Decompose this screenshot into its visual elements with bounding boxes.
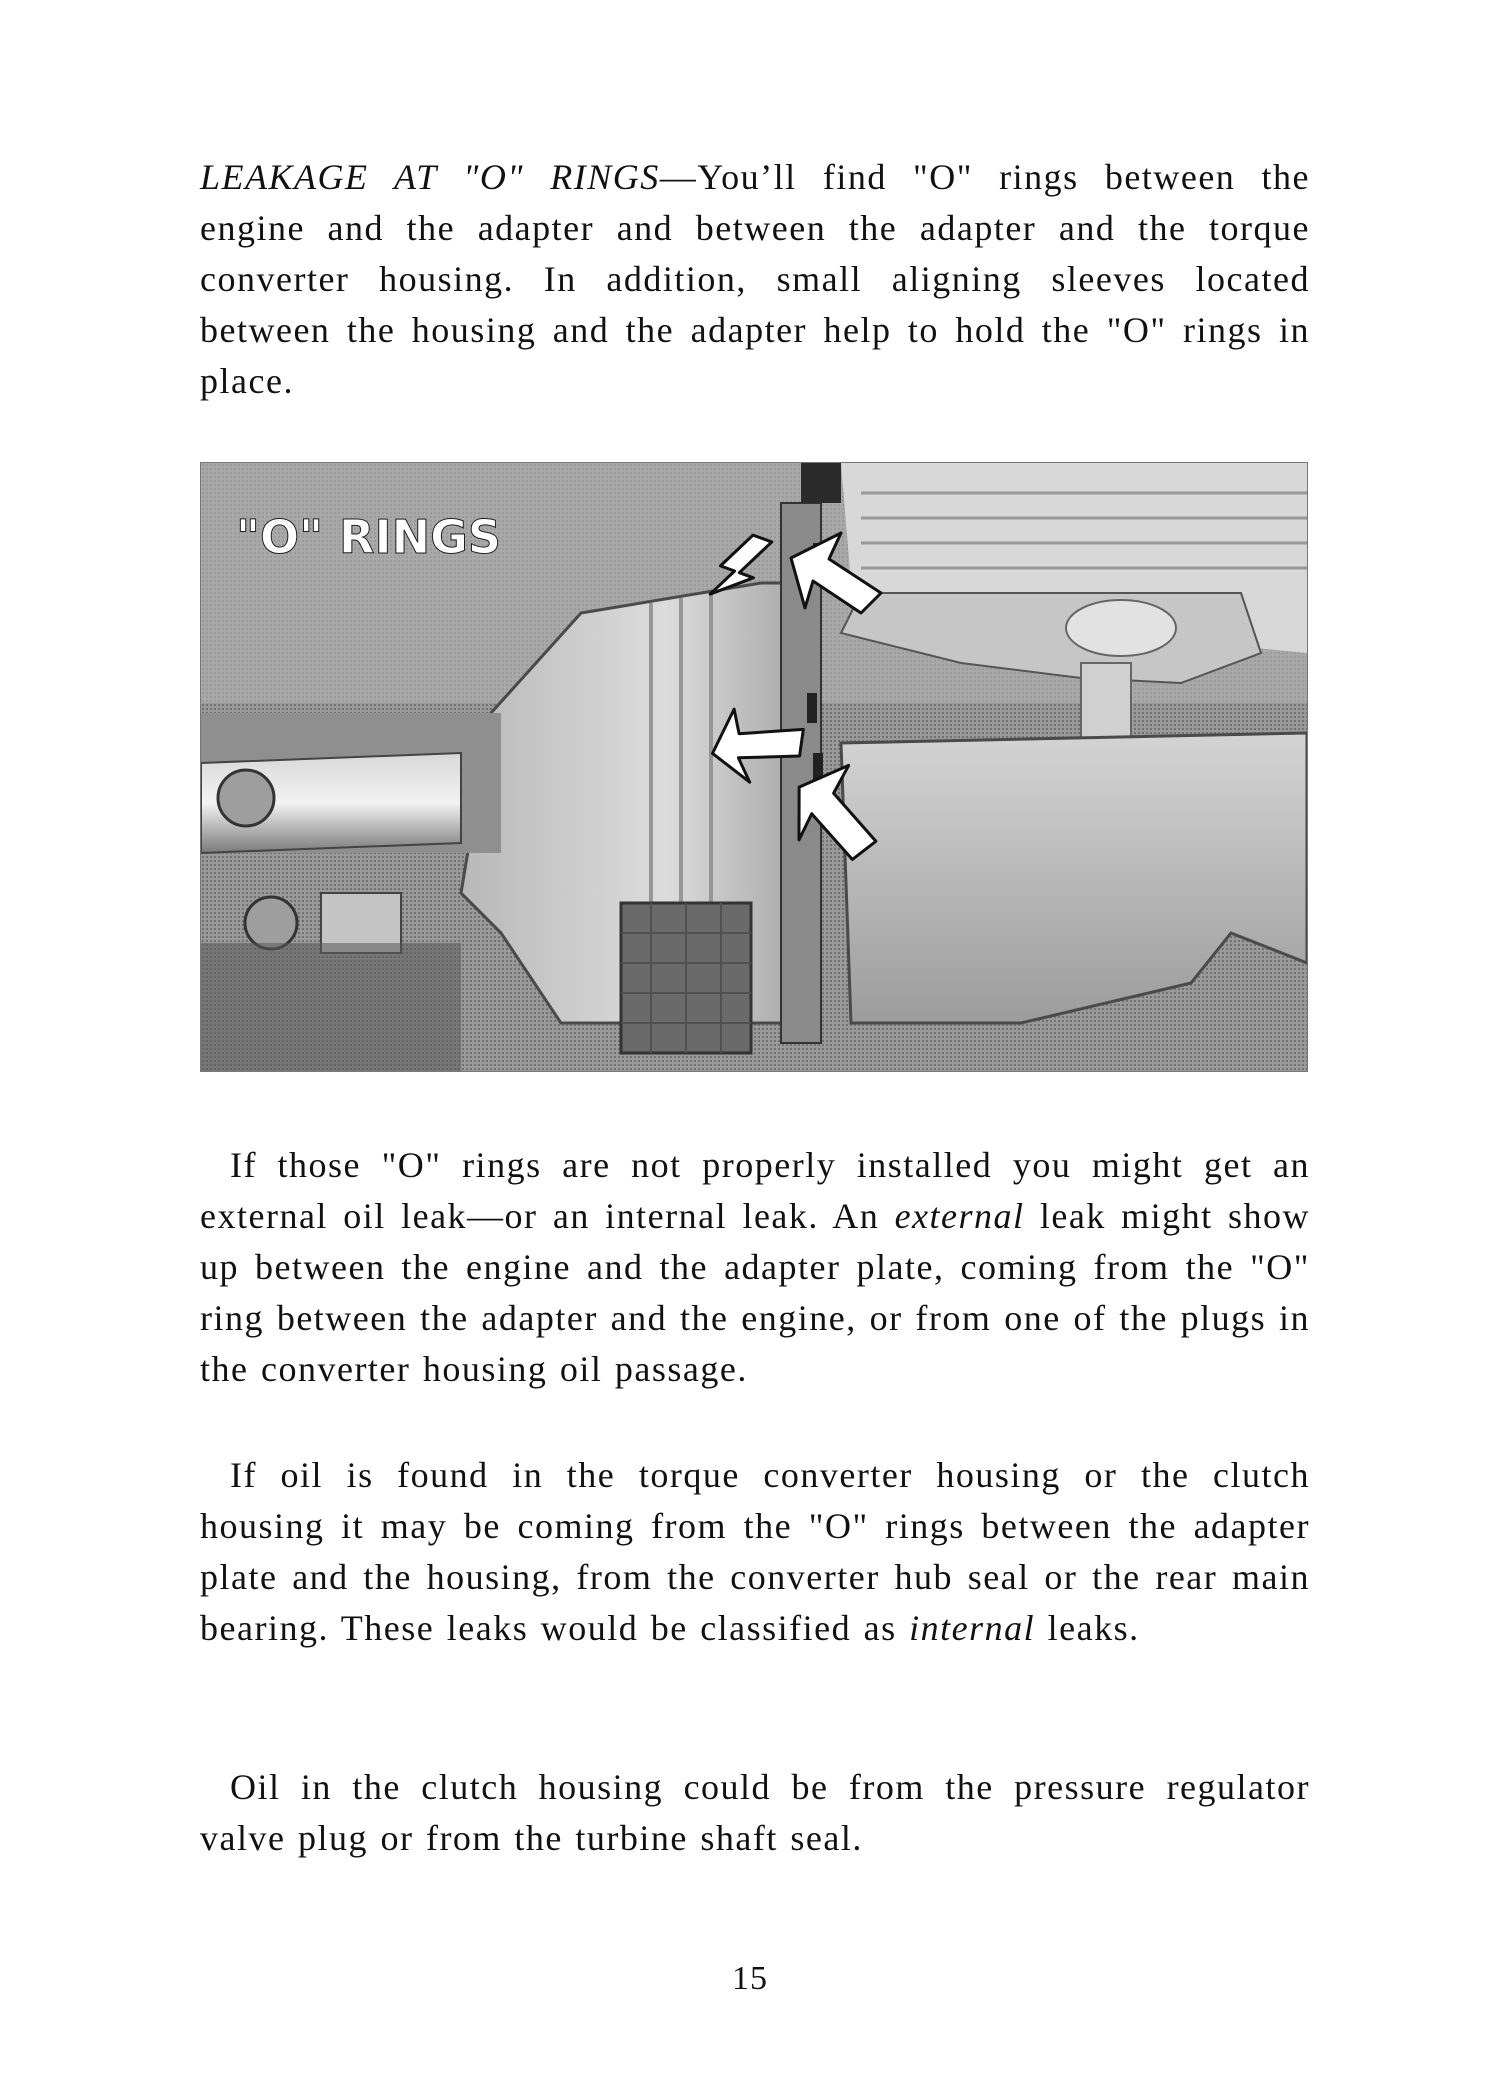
page-number: 15 <box>732 1960 768 1997</box>
figure-label: "O" RINGS <box>236 510 501 564</box>
paragraph-external-leak <box>200 1140 1310 1395</box>
transmission-illustration <box>201 463 1307 1071</box>
paragraph-text: Oil in the clutch housing could be from the pressure regulator valve plug or from the turbine shaft seal. <box>200 1767 1310 1858</box>
section-heading: LEAKAGE AT "O" RINGS <box>200 157 660 197</box>
paragraph-text: If oil is found in the torque converter housing or the clutch housing it may be coming from the "O" rings between the adapter plate and the housing, from the converter hub seal or the rear main bearing. These leaks would be classified as <box>200 1455 1310 1648</box>
paragraph-clutch-housing <box>200 1762 1310 1864</box>
emphasis-internal: internal <box>909 1608 1036 1648</box>
paragraph-leakage-at-o-rings <box>200 152 1310 407</box>
paragraph-text: If those "O" rings are not properly installed you might get an external oil leak—or an internal leak. An <box>200 1145 1310 1236</box>
paragraph-text: leak might show up between the engine and the adapter plate, coming from the "O" ring between the adapter and the engine, or from one of the plugs in the converter housing oil passage. <box>200 1196 1310 1389</box>
paragraph-text: leaks. <box>1035 1608 1140 1648</box>
paragraph-internal-leak <box>200 1450 1310 1654</box>
paragraph-text: —You’ll find "O" rings between the engine and the adapter and between the adapter and the torque converter housing. In addition, small aligning sleeves located between the housing and the adapter help to hold the "O" rings in place. <box>200 157 1310 401</box>
emphasis-external: external <box>894 1196 1025 1236</box>
o-rings-photo <box>200 462 1308 1072</box>
